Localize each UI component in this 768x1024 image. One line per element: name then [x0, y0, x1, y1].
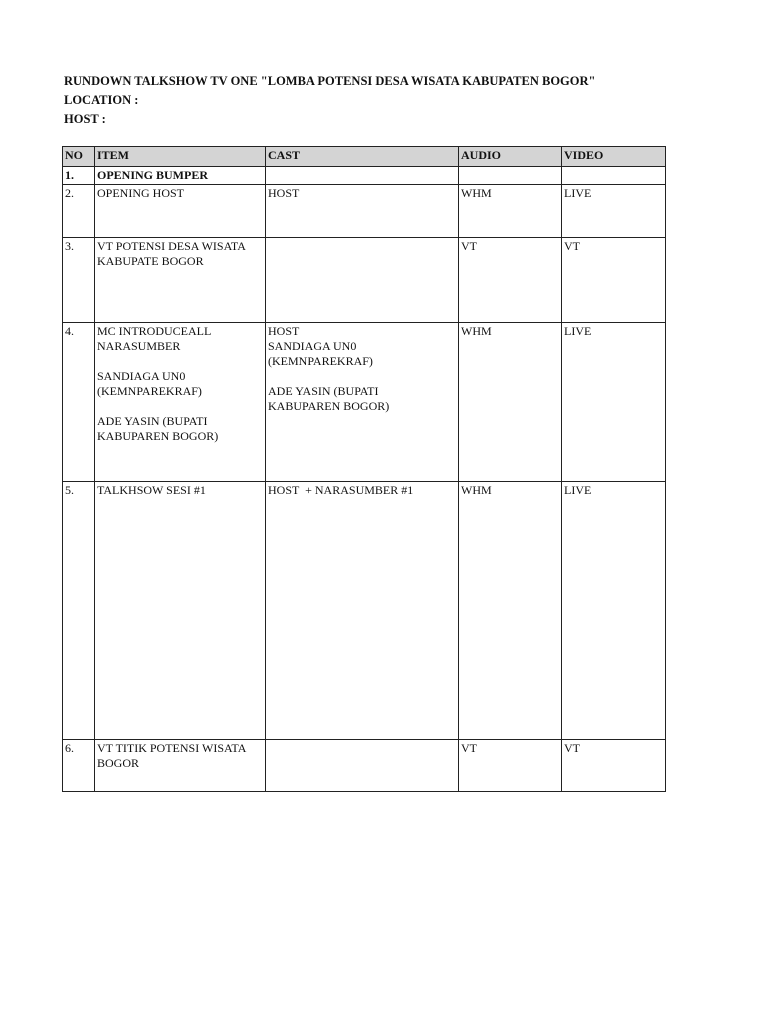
cell-item-line: KABUPATE BOGOR — [97, 254, 204, 268]
cell-video: LIVE — [562, 482, 666, 740]
cell-item — [95, 238, 266, 323]
cell-cast-line: HOST — [268, 324, 300, 338]
cell-no: 2. — [63, 185, 95, 238]
cell-cast — [266, 238, 459, 323]
cell-item-line: (KEMNPAREKRAF) — [97, 384, 202, 398]
header-no: NO — [63, 147, 95, 167]
cell-item-line: TALKHSOW SESI #1 — [97, 483, 206, 497]
cell-item-line — [97, 399, 263, 414]
cell-cast — [266, 167, 459, 185]
cell-video: LIVE — [562, 323, 666, 482]
document-title: RUNDOWN TALKSHOW TV ONE "LOMBA POTENSI DESA WISATA KABUPATEN BOGOR" — [64, 74, 596, 88]
cell-cast-line — [268, 369, 456, 384]
cell-cast — [266, 482, 459, 740]
cell-no: 5. — [63, 482, 95, 740]
cell-item-line: OPENING HOST — [97, 186, 184, 200]
cell-no: 1. — [63, 167, 95, 185]
cell-cast-line: SANDIAGA UN0 — [268, 339, 357, 353]
cell-video: VT — [562, 238, 666, 323]
cell-cast — [266, 740, 459, 792]
table-row — [63, 323, 666, 482]
table-body — [63, 167, 666, 792]
cell-video: VT — [562, 740, 666, 792]
cell-item-line: MC INTRODUCEALL — [97, 324, 212, 338]
header-audio: AUDIO — [459, 147, 562, 167]
cell-item — [95, 167, 266, 185]
cell-no: 3. — [63, 238, 95, 323]
document-header — [64, 72, 704, 129]
cell-no: 4. — [63, 323, 95, 482]
cell-audio — [459, 167, 562, 185]
header-item: ITEM — [95, 147, 266, 167]
cell-item — [95, 740, 266, 792]
table-row — [63, 482, 666, 740]
rundown-table — [62, 146, 666, 792]
cell-item — [95, 482, 266, 740]
cell-video: LIVE — [562, 185, 666, 238]
cell-item-line: BOGOR — [97, 756, 140, 770]
cell-item — [95, 185, 266, 238]
cell-item-line: KABUPAREN BOGOR) — [97, 429, 219, 443]
table-row — [63, 185, 666, 238]
cell-item-line: VT POTENSI DESA WISATA — [97, 239, 246, 253]
cell-audio: WHM — [459, 482, 562, 740]
header-cast: CAST — [266, 147, 459, 167]
cell-audio: WHM — [459, 185, 562, 238]
cell-item-line: VT TITIK POTENSI WISATA — [97, 741, 247, 755]
cell-item-line: ADE YASIN (BUPATI — [97, 414, 208, 428]
cell-cast — [266, 185, 459, 238]
cell-no: 6. — [63, 740, 95, 792]
table-row — [63, 740, 666, 792]
cell-item-line — [97, 354, 263, 369]
cell-cast-line: ADE YASIN (BUPATI — [268, 384, 379, 398]
cell-audio: VT — [459, 740, 562, 792]
location-label: LOCATION : — [64, 93, 139, 107]
cell-item-line: OPENING BUMPER — [97, 168, 208, 182]
cell-video — [562, 167, 666, 185]
cell-cast — [266, 323, 459, 482]
cell-item-line: SANDIAGA UN0 — [97, 369, 186, 383]
cell-cast-line: (KEMNPAREKRAF) — [268, 354, 373, 368]
cell-cast-line: KABUPAREN BOGOR) — [268, 399, 390, 413]
cell-item-line: NARASUMBER — [97, 339, 181, 353]
table-row — [63, 238, 666, 323]
table-row — [63, 167, 666, 185]
cell-cast-line: HOST + NARASUMBER #1 — [268, 483, 414, 497]
header-video: VIDEO — [562, 147, 666, 167]
table-header-row — [63, 147, 666, 167]
cell-audio: VT — [459, 238, 562, 323]
cell-audio: WHM — [459, 323, 562, 482]
cell-cast-line: HOST — [268, 186, 300, 200]
host-label: HOST : — [64, 112, 106, 126]
cell-item — [95, 323, 266, 482]
